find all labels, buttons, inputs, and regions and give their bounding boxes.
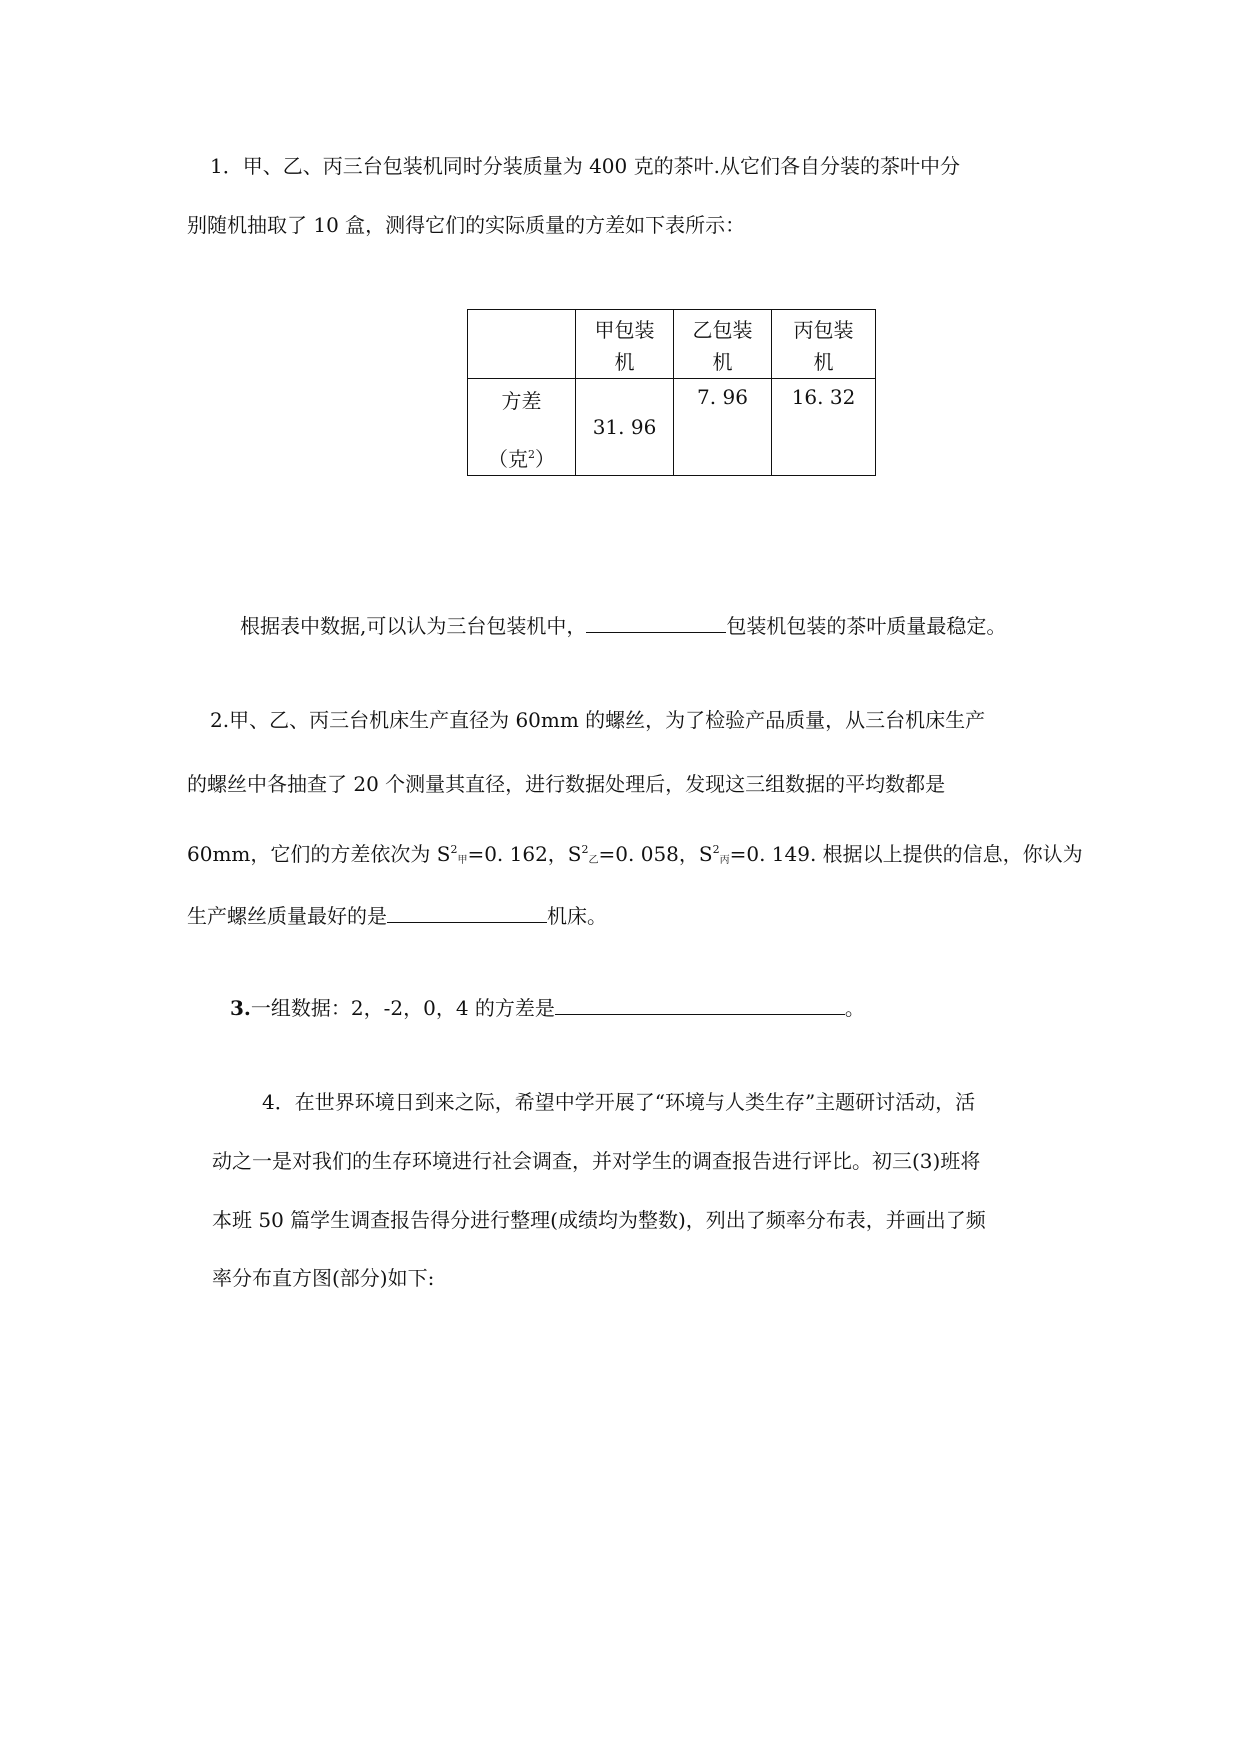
row-label-cell <box>468 379 576 476</box>
value-jia: 31. 96 <box>592 415 657 439</box>
q4-line-1: 4．在世界环境日到来之际，希望中学开展了“环境与人类生存”主题研讨活动，活 <box>262 1090 976 1114</box>
q2-line-2: 的螺丝中各抽查了 20 个测量其直径，进行数据处理后，发现这三组数据的平均数都是 <box>187 772 946 796</box>
q1-answer-pre: 根据表中数据,可以认为三台包装机中， <box>240 614 587 638</box>
q2-answer-blank[interactable] <box>387 902 547 923</box>
q1-line-1: 1．甲、乙、丙三台包装机同时分装质量为 400 克的茶叶.从它们各自分装的茶叶中分 <box>210 154 960 178</box>
header-yi-line2: 机 <box>712 350 733 374</box>
value-bing: 16. 32 <box>791 385 856 409</box>
q3-number: 3. <box>230 996 251 1020</box>
q3-end: 。 <box>844 996 865 1020</box>
q2-answer-post: 机床。 <box>547 904 607 928</box>
q2-answer-pre: 生产螺丝质量最好的是 <box>187 904 387 928</box>
q4-line-4: 率分布直方图(部分)如下: <box>212 1266 435 1290</box>
row-label-variance: 方差 <box>501 389 542 413</box>
table-header-bing <box>772 310 876 379</box>
header-jia-line2: 机 <box>614 350 635 374</box>
value-cell-yi <box>674 379 772 476</box>
q3-text: 一组数据：2，-2，0，4 的方差是 <box>250 996 555 1020</box>
q4-line-3: 本班 50 篇学生调查报告得分进行整理(成绩均为整数)，列出了频率分布表，并画出了频 <box>212 1208 986 1232</box>
value-yi: 7. 96 <box>697 385 748 409</box>
table-corner-cell <box>468 310 576 379</box>
row-label-unit: （克$^2$） <box>488 447 555 471</box>
q1-line-2: 别随机抽取了 10 盒，测得它们的实际质量的方差如下表所示： <box>187 213 746 237</box>
q2-line-4 <box>187 902 607 930</box>
value-cell-jia <box>576 379 674 476</box>
header-jia-line1: 甲包装 <box>594 318 655 342</box>
header-bing-line2: 机 <box>813 350 834 374</box>
table-header-jia <box>576 310 674 379</box>
q1-answer-line <box>240 612 1006 640</box>
variance-table <box>467 309 876 476</box>
q1-answer-blank[interactable] <box>586 612 726 633</box>
q3-answer-blank[interactable] <box>555 994 845 1015</box>
header-yi-line1: 乙包装 <box>692 318 753 342</box>
q4-line-2: 动之一是对我们的生存环境进行社会调查，并对学生的调查报告进行评比。初三(3)班将 <box>212 1149 981 1173</box>
table-header-yi <box>674 310 772 379</box>
q3-line <box>230 994 865 1022</box>
value-cell-bing <box>772 379 876 476</box>
q2-line-1: 2.甲、乙、丙三台机床生产直径为 60mm 的螺丝，为了检验产品质量，从三台机床生产 <box>210 708 986 732</box>
header-bing-line1: 丙包装 <box>793 318 854 342</box>
q2-line-3: 60mm，它们的方差依次为 $S^2_甲=0$. 162，$S^2_乙=0$. 058，$S^2_丙=0$. 149. 根据以上提供的信息，你认为 <box>187 842 1083 866</box>
q1-answer-post: 包装机包装的茶叶质量最稳定。 <box>726 614 1007 638</box>
